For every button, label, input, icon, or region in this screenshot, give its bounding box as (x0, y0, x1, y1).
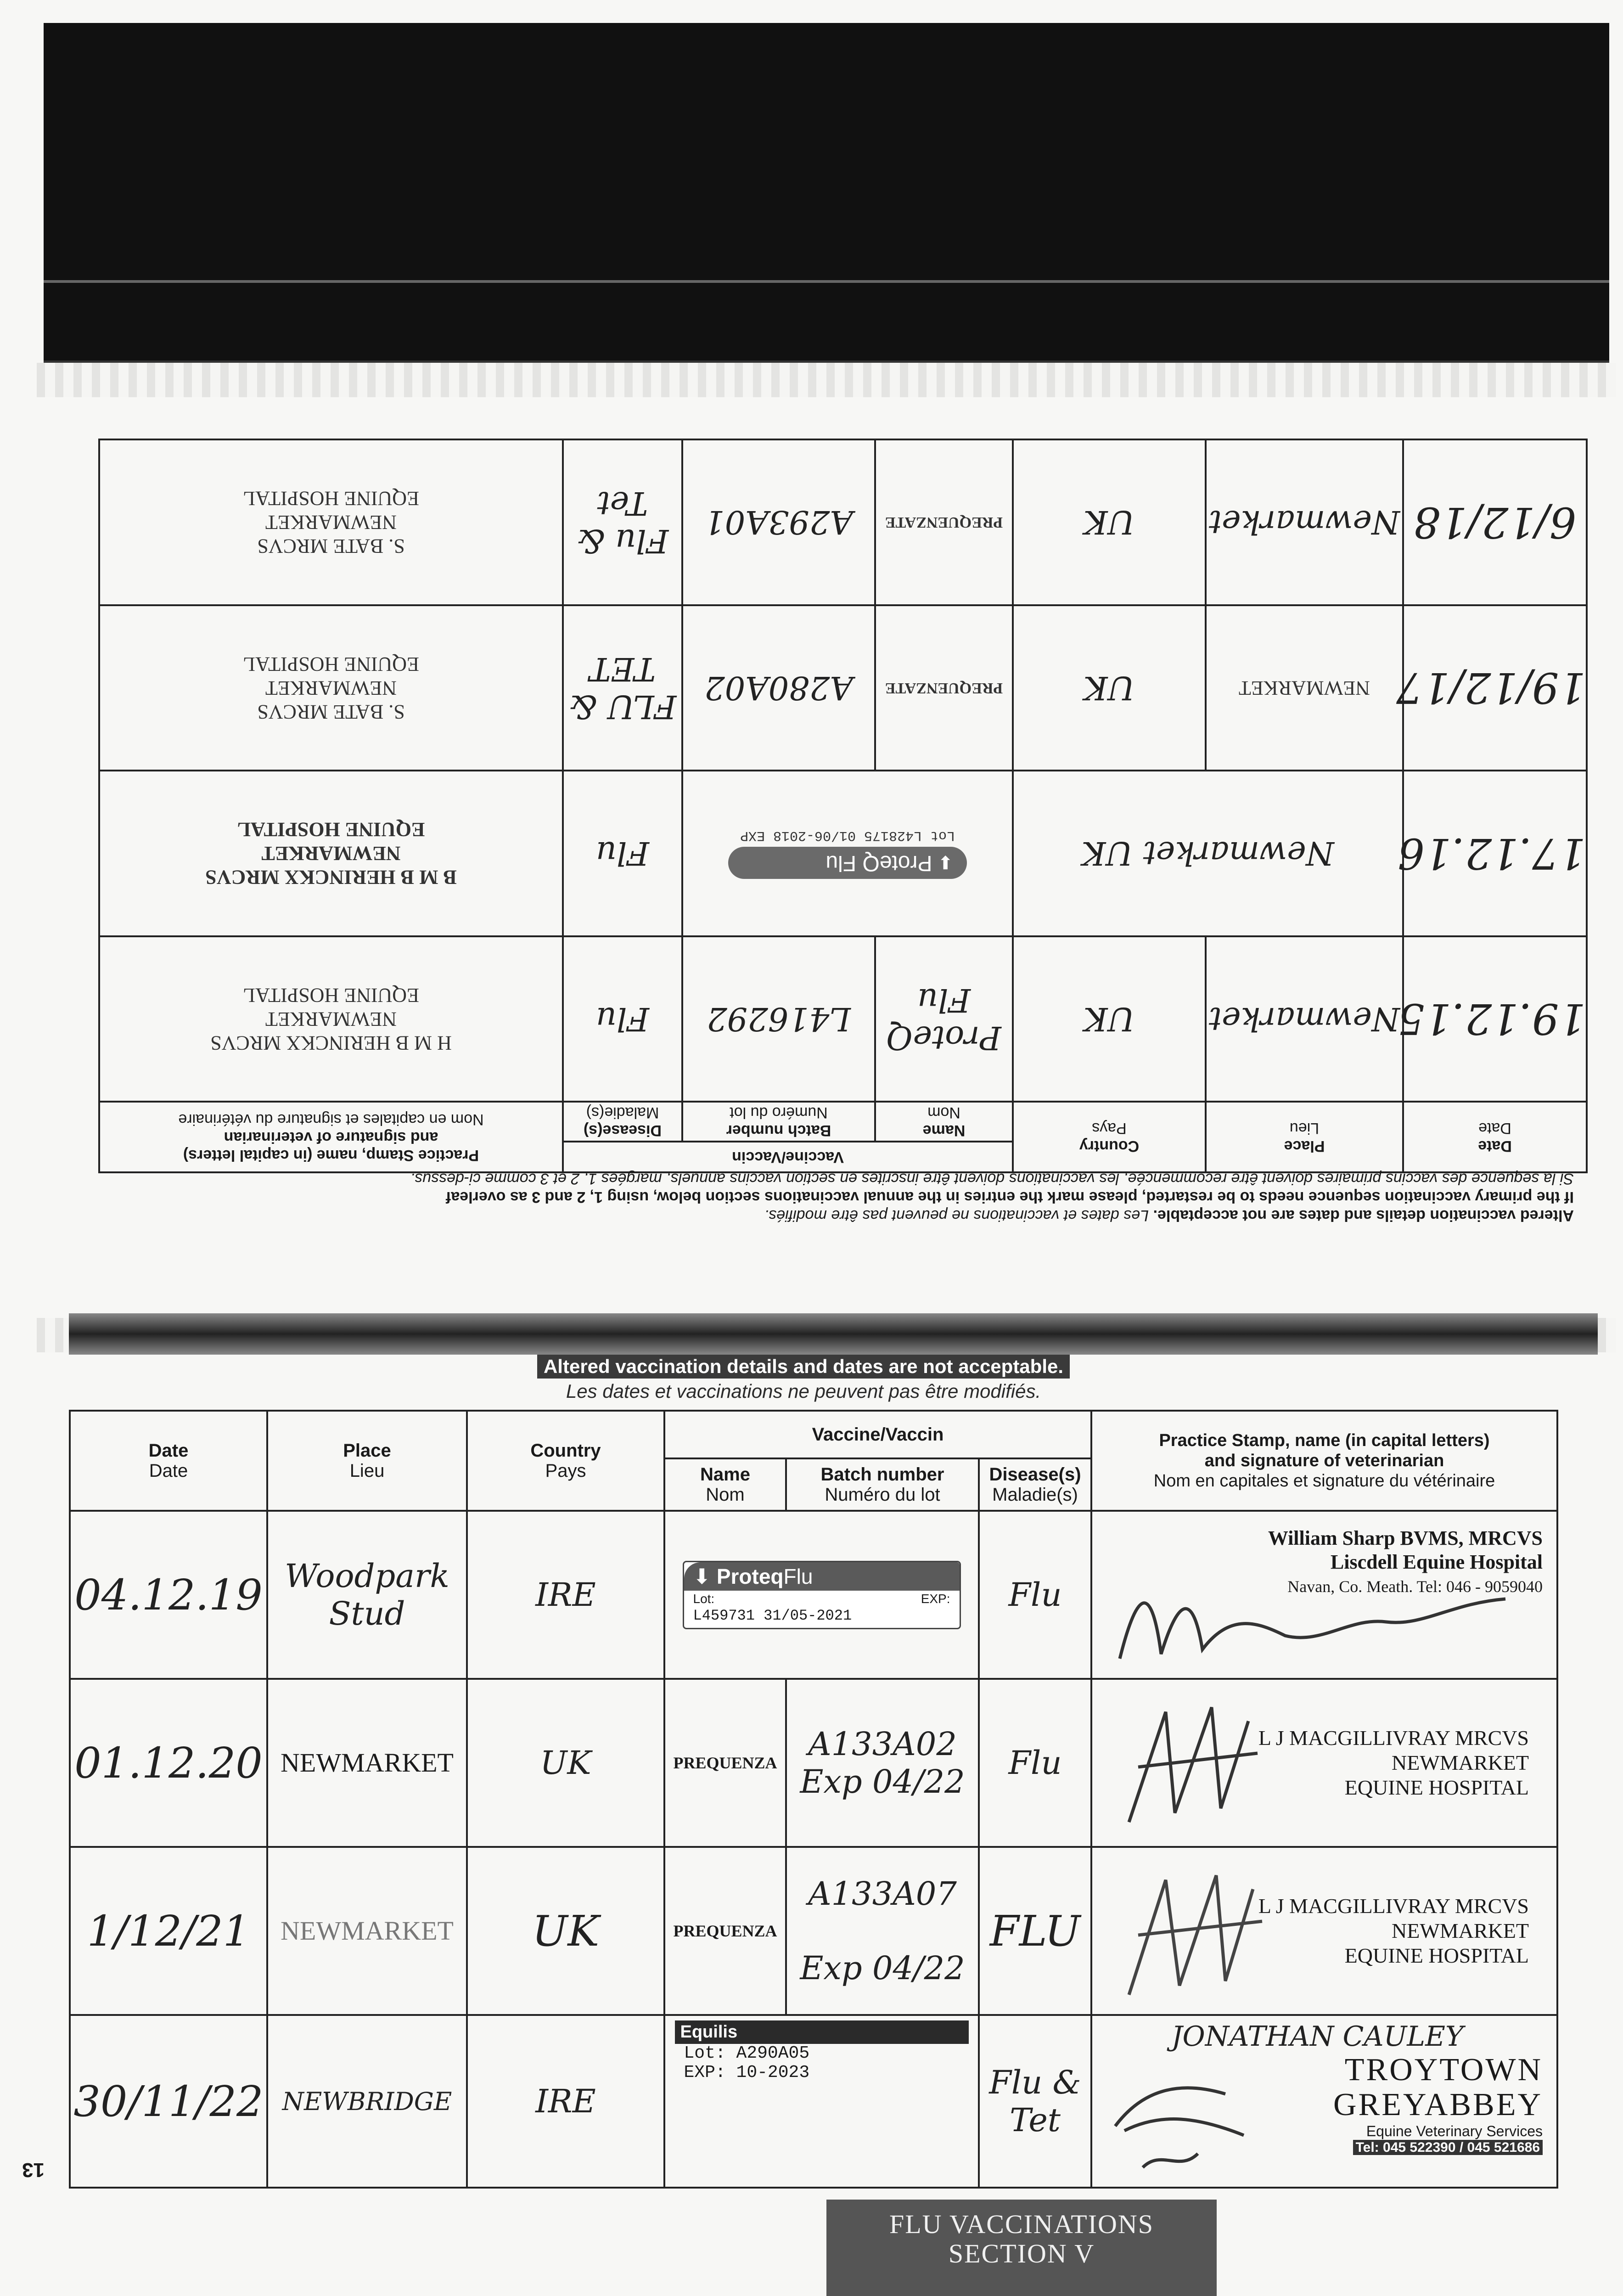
header-name: Name Nom (875, 1102, 1013, 1141)
header-disease: Disease(s) Maladie(s) (563, 1102, 682, 1141)
lot-line: Lot L428175 01/06-2018 EXP (740, 827, 955, 844)
cell-practice (99, 439, 563, 605)
cell-date: 19.12.15 (1403, 936, 1587, 1102)
practice-stamp: B M B HERINCKX MRCVS NEWMARKET EQUINE HOSPITAL (205, 818, 457, 889)
proteq-label: ⬇ProteQ Flu (728, 847, 967, 879)
cell-disease: FLU & TET (563, 605, 682, 771)
header-practice: Practice Stamp, name (in capital letters) and signature of veterinarian Nom en capitales et signature du vétérinaire (99, 1102, 563, 1172)
bottom-vaccination-table (69, 1410, 1558, 2189)
cell-place: Woodpark Stud (267, 1511, 467, 1679)
cell-practice (1091, 2015, 1557, 2188)
practice-stamp: S. BATE MRCVS NEWMARKET EQUINE HOSPITAL (243, 487, 419, 558)
vet-name: JONATHAN CAULEY (1171, 2020, 1464, 2053)
table-row (70, 1679, 1557, 1847)
cell-name: PREQUENZA (664, 1847, 786, 2015)
equilis-label: Equilis Lot: A290A05 EXP: 10-2023 (675, 2020, 969, 2082)
practice-stamp: L J MACGILLIVRAY MRCVS NEWMARKET EQUINE HOSPITAL (1258, 1726, 1529, 1799)
cell-date: 30/11/22 (70, 2015, 267, 2188)
cell-date: 19/12/17 (1403, 605, 1587, 771)
upside-down-page (100, 439, 1588, 1228)
header-country: Country Pays (1013, 1102, 1206, 1172)
cell-practice (1091, 1847, 1557, 2015)
cell-country: UK (1013, 439, 1206, 605)
cell-practice (99, 936, 563, 1102)
table-row (70, 2015, 1557, 2188)
table-row (70, 1511, 1557, 1679)
notice-en: Altered vaccination details and dates are not acceptable. (1153, 1207, 1574, 1224)
header-batch: Batch number Numéro du lot (786, 1458, 979, 1511)
header-name: Name Nom (664, 1458, 786, 1511)
practice-stamp: H M B HERINCKX MRCVS NEWMARKET EQUINE HOSPITAL (210, 984, 452, 1054)
cell-batch: A133A07 Exp 04/22 (786, 1847, 979, 2015)
table-row (70, 1847, 1557, 2015)
cell-country: UK (467, 1679, 664, 1847)
redaction-block (44, 23, 1609, 363)
cell-vaccine-label (664, 2015, 979, 2188)
cell-place: NEWMARKET (1206, 605, 1403, 771)
cell-batch: A133A02 Exp 04/22 (786, 1679, 979, 1847)
header-disease: Disease(s) Maladie(s) (979, 1458, 1091, 1511)
cell-country: IRE (467, 1511, 664, 1679)
cell-date: 04.12.19 (70, 1511, 267, 1679)
cell-vaccine-label (664, 1511, 979, 1679)
notice-fr: Les dates et vaccinations ne peuvent pas être modifiés. (566, 1380, 1041, 1402)
cell-name: PREQUENZATE (875, 439, 1013, 605)
cell-batch: A280A02 (682, 605, 875, 771)
header-date: Date Date (70, 1411, 267, 1511)
cell-place: NEWBRIDGE (267, 2015, 467, 2188)
signature-scribble (1106, 2062, 1271, 2177)
header-practice: Practice Stamp, name (in capital letters) and signature of veterinarian Nom en capitales et signature du vétérinaire (1091, 1411, 1557, 1511)
signature-scribble (1111, 1857, 1303, 2004)
section-footer: FLU VACCINATIONS SECTION V (826, 2200, 1217, 2296)
table-row (99, 936, 1587, 1102)
bottom-notice (459, 1355, 1148, 1402)
cell-country: UK (467, 1847, 664, 2015)
cell-place: NEWMARKET (267, 1847, 467, 2015)
cell-practice (99, 605, 563, 771)
header-country: Country Pays (467, 1411, 664, 1511)
cell-date: 01.12.20 (70, 1679, 267, 1847)
header-vaccine: Vaccine/Vaccin (664, 1411, 1091, 1458)
cell-date: 1/12/21 (70, 1847, 267, 2015)
download-arrow-icon: ⬇ (693, 1564, 711, 1588)
cell-batch: A293A01 (682, 439, 875, 605)
cell-vaccine-label (682, 771, 1013, 936)
restart-fr: Si la sequence des vaccins primaires doivent être recommencée, les vaccinations doivent être inscrites en section vaccins annuels, margées 1, 2 et 3 comme ci-dessus. (410, 1170, 1574, 1187)
cell-country: UK (1013, 605, 1206, 771)
proteq-label: ⬇ ProteqFlu Lot: EXP: L459731 31/05-2021 (683, 1561, 961, 1629)
cell-place: NEWMARKET (267, 1679, 467, 1847)
cell-date: 17.12.16 (1403, 771, 1587, 936)
header-date: Date Date (1403, 1102, 1587, 1172)
header-place: Place Lieu (1206, 1102, 1403, 1172)
header-vaccine: Vaccine/Vaccin (563, 1142, 1013, 1172)
header-place: Place Lieu (267, 1411, 467, 1511)
cell-place-country: Newmarket UK (1013, 771, 1403, 936)
cell-disease: Flu (979, 1511, 1091, 1679)
watermark-strip (37, 363, 1616, 397)
cell-country: IRE (467, 2015, 664, 2188)
cell-practice (1091, 1679, 1557, 1847)
cell-disease: Flu (563, 936, 682, 1102)
practice-stamp: William Sharp BVMS, MRCVS Liscdell Equine Hospital Navan, Co. Meath. Tel: 046 - 9059040 (1268, 1527, 1543, 1596)
table-row (99, 771, 1587, 936)
header-batch: Batch number Numéro du lot (682, 1102, 875, 1141)
cell-disease: Flu (979, 1679, 1091, 1847)
cell-disease: Flu (563, 771, 682, 936)
cell-practice (1091, 1511, 1557, 1679)
notice-en: Altered vaccination details and dates are not acceptable. (537, 1355, 1070, 1379)
cell-place: Newmarket (1206, 936, 1403, 1102)
practice-stamp: L J MACGILLIVRAY MRCVS NEWMARKET EQUINE HOSPITAL (1258, 1894, 1529, 1967)
table-row (99, 605, 1587, 771)
page-number: 13 (22, 2159, 45, 2181)
cell-date: 6/12/18 (1403, 439, 1587, 605)
restart-en: If the primary vaccination sequence needs to be restarted, please mark the entries in the annual vaccinations section below, using 1, 2 and 3 as overleaf (445, 1188, 1574, 1206)
cell-place: Newmarket (1206, 439, 1403, 605)
cell-practice (99, 771, 563, 936)
table-row (99, 439, 1587, 605)
top-notes (100, 1170, 1588, 1228)
top-vaccination-table (98, 439, 1588, 1173)
cell-name: PREQUENZATE (875, 605, 1013, 771)
cell-name: PREQUENZA (664, 1679, 786, 1847)
cell-disease: Flu & Tet (979, 2015, 1091, 2188)
practice-stamp: TROYTOWN GREYABBEY Equine Veterinary Services Tel: 045 522390 / 045 521686 (1333, 2052, 1543, 2155)
cell-country: UK (1013, 936, 1206, 1102)
practice-stamp: S. BATE MRCVS NEWMARKET EQUINE HOSPITAL (243, 653, 419, 723)
cell-name: ProteQ Flu (875, 936, 1013, 1102)
cell-disease: FLU (979, 1847, 1091, 2015)
page-fold (69, 1313, 1598, 1355)
cell-disease: Flu & Tet (563, 439, 682, 605)
signature-scribble (1111, 1694, 1303, 1831)
notice-fr: Les dates et vaccinations ne peuvent pas être modifiés. (764, 1207, 1149, 1224)
cell-batch: L416292 (682, 936, 875, 1102)
